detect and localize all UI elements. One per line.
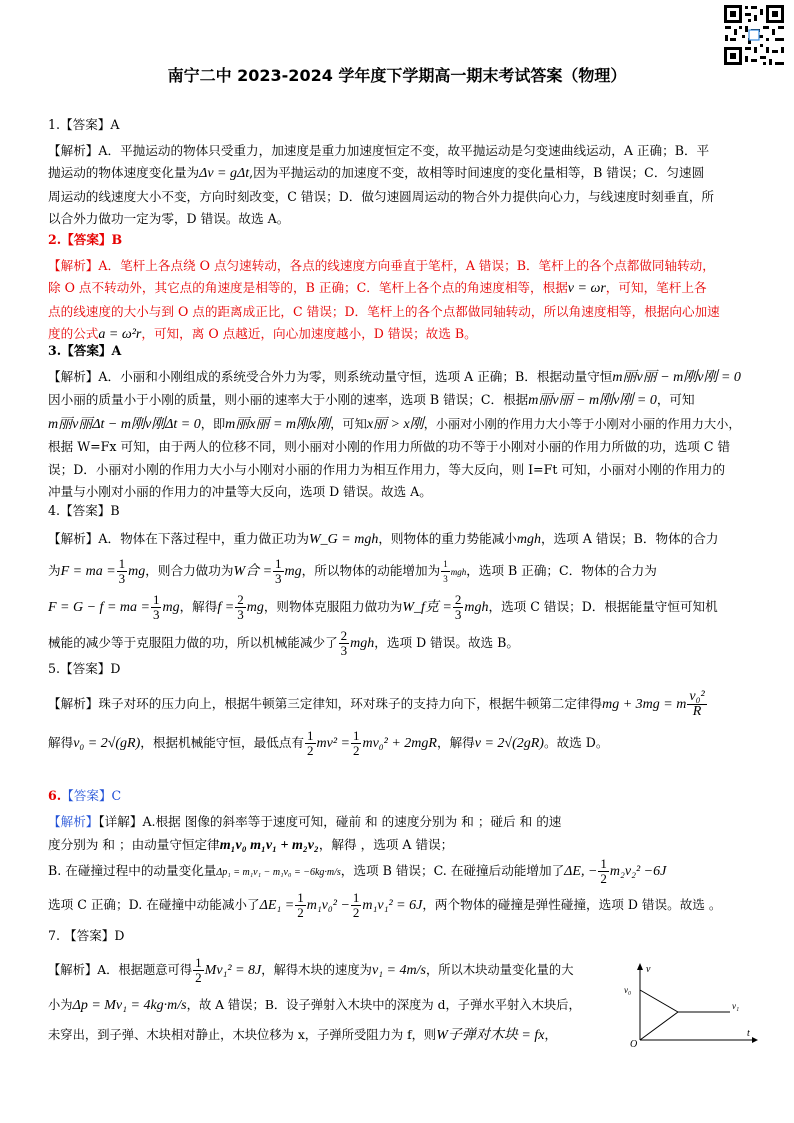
analysis-line: 误；D．小丽对小刚的作用力大小与小刚对小丽的作用力为相互作用力，等大反向，则 I=Ft 可知，小丽对小刚的作用力的 xyxy=(48,461,726,477)
analysis-line: 度的公式a = ω²r，可知，离 O 点越近，向心加速度越小，D 错误；故选 B。 xyxy=(48,326,477,342)
analysis-line: 【解析】【详解】A.根据 图像的斜率等于速度可知，碰前 和 的速度分别为 和 ；碰后 和 的速 xyxy=(48,814,562,829)
question-2 xyxy=(48,229,744,347)
analysis-line: 度分别为 和 ；由动量守恒定律m₁v₀ m₁v₁ + m₂v₂，解得 ，选项 A 错误； xyxy=(48,837,454,853)
analysis-line: m丽v丽Δt − m刚v刚Δt = 0，即m丽x丽 = m刚x刚，可知x丽 > x刚，小丽对小刚的作用力大小等于小刚对小丽的作用力大小， xyxy=(48,416,741,432)
analysis-line: 未穿出，到子弹、木块相对静止，木块位移为 x，子弹所受阻力为 f，则W子弹对木块 = fx， xyxy=(48,1027,557,1043)
qr-code-icon xyxy=(722,3,786,67)
analysis-line: 周运动的线速度大小不变，方向时刻改变，C 错误；D．做匀速圆周运动的物合外力提供向心力，与线速度时刻垂直，所 xyxy=(48,188,715,204)
analysis-line: 选项 C 正确；D. 在碰撞中动能减小了ΔE₁ = $\frac{1}{2}$ m₁v₀² − $\frac{1}{2}$ m₁v₁² = 6J，两个物体的碰撞是弹性碰撞，选项 D 错误。故选 。 xyxy=(48,890,722,920)
answer-line: 1.【答案】A xyxy=(48,117,120,132)
v-axis-arrow-icon xyxy=(637,963,643,970)
analysis-line: 除 O 点不转动外，其它点的角速度是相等的，B 正确；C．笔杆上各个点的角速度相等，根据v = ωr，可知，笔杆上各 xyxy=(48,280,707,296)
answer-line: 5.【答案】D xyxy=(48,661,121,676)
analysis-line: 为F = ma = $\frac{1}{3}$ mg，则合力做功为W合 = $\frac{1}{3}$ mg，所以物体的动能增加为 $\frac{1}{3}$ mgh，选项 B 正确；C．物体的合力为 xyxy=(48,556,657,586)
analysis-line: 因小丽的质量小于小刚的质量，则小丽的速率大于小刚的速率，选项 B 错误；C．根据m丽v丽 − m刚v刚 = 0，可知 xyxy=(48,392,695,408)
velocity-time-graph xyxy=(620,962,760,1048)
analysis-line: 点的线速度的大小与到 O 点的距离成正比，C 错误；D．笔杆上的各个点都做同轴转动，所以角速度相等，根据向心加速 xyxy=(48,303,720,319)
answer-line: 7. 【答案】D xyxy=(48,928,125,943)
analysis-line: 【解析】A．笔杆上各点绕 O 点匀速转动，各点的线速度方向垂直于笔杆，A 错误；B．笔杆上的各个点都做同轴转动， xyxy=(48,257,715,273)
analysis-line: 根据 W=Fx 可知，由于两人的位移不同，则小丽对小刚的作用力所做的功不等于小刚对小丽的作用力所做的功，选项 C 错 xyxy=(48,439,731,454)
analysis-line: 【解析】A．物体在下落过程中，重力做正功为W_G = mgh，则物体的重力势能减小mgh，选项 A 错误；B．物体的合力 xyxy=(48,531,719,547)
answer-line: 4.【答案】B xyxy=(48,503,120,518)
analysis-line: 冲量与小刚对小丽的作用力的冲量等大反向，选项 D 错误。故选 A。 xyxy=(48,484,432,499)
analysis-line: 【解析】A．小丽和小刚组成的系统受合外力为零，则系统动量守恒，选项 A 正确；B．根据动量守恒m丽v丽 − m刚v刚 = 0 xyxy=(48,368,741,385)
answer-line: 2.【答案】B xyxy=(48,232,123,247)
origin-label: O xyxy=(630,1039,638,1048)
question-4 xyxy=(48,500,744,661)
question-3 xyxy=(48,340,744,504)
question-1 xyxy=(48,114,744,231)
analysis-line: F = G − f = ma = $\frac{1}{3}$ mg，解得f = $\frac{2}{3}$ mg，则物体克服阻力做功为W_f克 = $\frac{2}{3}$ mgh，选项 C 错误；D．根据能量守恒可知机 xyxy=(48,592,718,622)
v1-label: v₁ xyxy=(732,1001,740,1011)
t-axis-arrow-icon xyxy=(752,1037,758,1043)
analysis-line: 【解析】A．根据题意可得 $\frac{1}{2}$ Mv₁² = 8J，解得木块的速度为v₁ = 4m/s，所以木块动量变化量的大 xyxy=(48,954,574,985)
analysis-line: 解得v₀ = 2√(gR)，根据机械能守恒，最低点有 $\frac{1}{2}$ mv² = $\frac{1}{2}$ mv₀² + 2mgR，解得v = 2√(2gR)。故选 D。 xyxy=(48,727,609,758)
answer-line: 6.【答案】C xyxy=(48,788,122,803)
analysis-line: 小为Δp = Mv₁ = 4kg·m/s，故 A 错误；B．设子弹射入木块中的深度为 d，子弹水平射入木块后， xyxy=(48,997,581,1013)
analysis-line: 【解析】珠子对环的压力向上，根据牛顿第三定律知，环对珠子的支持力向下，根据牛顿第二定律得mg + 3mg = m $\frac{\text{v₀²}}{R}$ xyxy=(48,688,705,719)
t-axis-label: t xyxy=(747,1028,750,1039)
analysis-line: 械能的减少等于克服阻力做的功，所以机械能减少了 $\frac{2}{3}$ mgh，选项 D 错误。故选 B。 xyxy=(48,628,519,658)
analysis-line: 抛运动的物体速度变化量为Δv = gΔt,因为平抛运动的加速度不变，故相等时间速度的变化量相等，B 错误；C．匀速圆 xyxy=(48,165,705,181)
v0-label: v₀ xyxy=(624,985,632,995)
question-5 xyxy=(48,658,744,763)
analysis-line: 以合外力做功一定为零，D 错误。故选 A。 xyxy=(48,211,290,226)
question-7 xyxy=(48,925,638,1050)
question-6 xyxy=(48,784,744,925)
analysis-line: 【解析】A．平抛运动的物体只受重力，加速度是重力加速度恒定不变，故平抛运动是匀变速曲线运动，A 正确；B．平 xyxy=(48,142,710,158)
page-title: 南宁二中 2023-2024 学年度下学期高一期末考试答案（物理） xyxy=(167,66,627,85)
answer-line: 3.【答案】A xyxy=(48,343,122,358)
analysis-line: B. 在碰撞过程中的动量变化量Δp₁ = m₁v₁ − m₁v₀ = −6kg·m/s，选项 B 错误；C. 在碰撞后动能增加了ΔE, − $\frac{1}{2}$ m₂v₂² −6J xyxy=(48,856,667,886)
block-velocity-line xyxy=(640,1012,678,1040)
v-axis-label: v xyxy=(646,964,651,975)
bullet-velocity-line xyxy=(640,990,730,1012)
